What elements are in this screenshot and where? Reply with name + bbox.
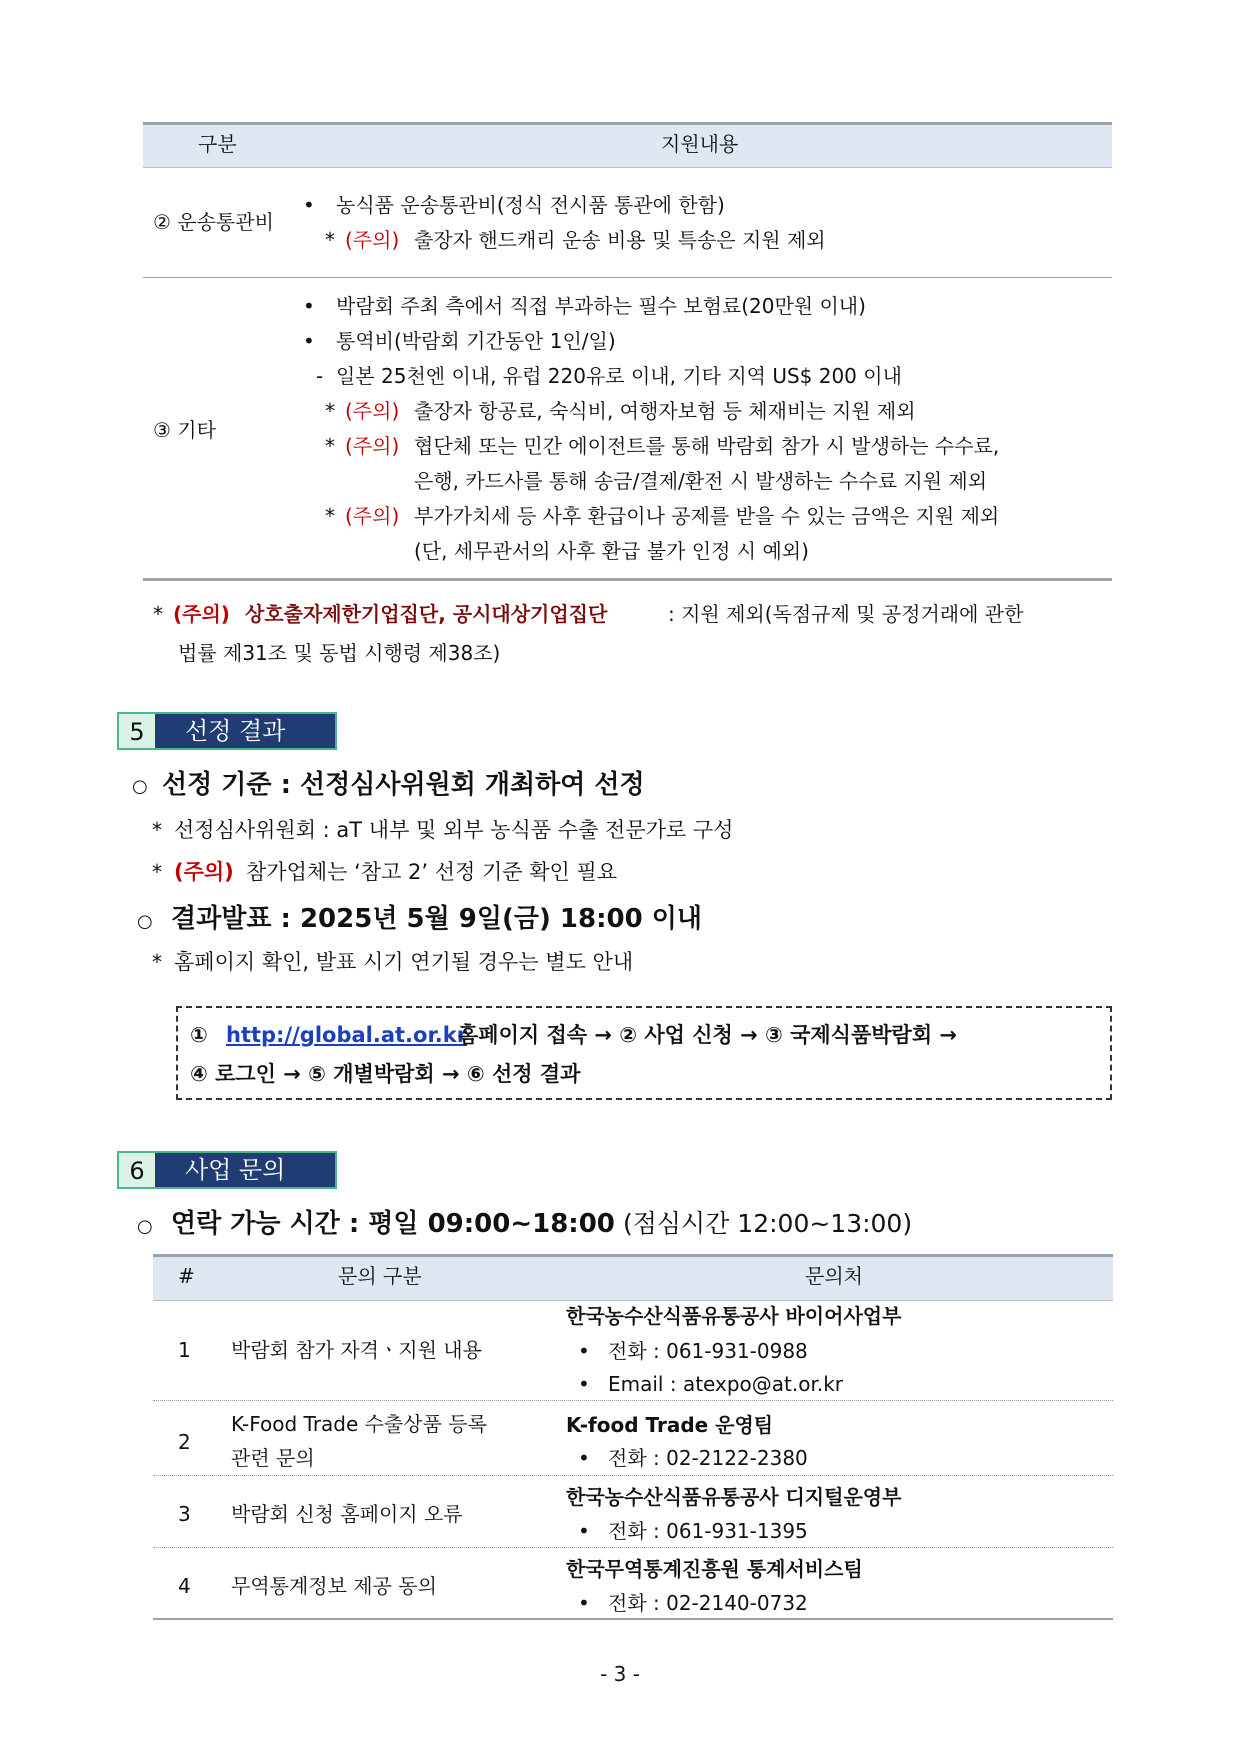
- support-table-header: [143, 122, 1112, 168]
- row-divider: [153, 1400, 1113, 1401]
- note-prefix: *: [152, 860, 162, 884]
- steps-line-1: 홈페이지 접속 → ② 사업 신청 → ③ 국제식품박람회 →: [458, 1023, 958, 1047]
- criteria-heading: 선정 기준 : 선정심사위원회 개최하여 선정: [162, 770, 645, 800]
- support-line: (단, 세무관서의 사후 환급 불가 인정 시 예외): [414, 539, 809, 563]
- footnote-caution: (주의): [173, 602, 230, 626]
- support-line: 협단체 또는 민간 에이전트를 통해 박람회 참가 시 발생하는 수수료,: [414, 434, 1000, 458]
- note-prefix: *: [152, 950, 162, 974]
- caution-label: (주의): [345, 399, 400, 423]
- criteria-note-1: 선정심사위원회 : aT 내부 및 외부 농식품 수출 전문가로 구성: [174, 818, 734, 842]
- contact-topic-2: 관련 문의: [231, 1446, 315, 1470]
- footnote-prefix: *: [153, 602, 163, 626]
- contact-org: 한국무역통계진흥원 통계서비스팀: [566, 1557, 863, 1581]
- footnote-text-2: 법률 제31조 및 동법 시행령 제38조): [178, 641, 501, 665]
- caution-label: (주의): [345, 228, 400, 252]
- bullet: •: [578, 1591, 590, 1615]
- support-header-content: 지원내용: [661, 132, 739, 156]
- note-prefix: *: [325, 399, 335, 423]
- bullet: •: [303, 329, 315, 353]
- contact-header-contact: 문의처: [805, 1264, 863, 1288]
- support-header-category: 구분: [198, 132, 237, 156]
- contact-org: 한국농수산식품유통공사 디지털운영부: [566, 1485, 902, 1509]
- contact-phone: 전화 : 061-931-0988: [608, 1339, 808, 1363]
- contact-no: 1: [178, 1338, 191, 1362]
- bullet: •: [578, 1372, 590, 1396]
- support-line: 농식품 운송통관비(정식 전시품 통관에 한함): [336, 193, 725, 217]
- dash: -: [316, 364, 324, 388]
- bullet: •: [578, 1446, 590, 1470]
- table-bottom-rule: [143, 578, 1112, 581]
- support-line: 출장자 핸드캐리 운송 비용 및 특송은 지원 제외: [414, 228, 826, 252]
- note-prefix: *: [152, 818, 162, 842]
- contact-no: 2: [178, 1430, 191, 1454]
- bullet: •: [303, 294, 315, 318]
- section-6-number: 6: [117, 1151, 155, 1189]
- circle-marker: ○: [132, 776, 148, 797]
- contact-no: 3: [178, 1502, 191, 1526]
- support-line: 통역비(박람회 기간동안 1인/일): [336, 329, 616, 353]
- result-note: 홈페이지 확인, 발표 시기 연기될 경우는 별도 안내: [174, 950, 634, 974]
- criteria-note-2: 참가업체는 ‘참고 2’ 선정 기준 확인 필요: [246, 860, 618, 884]
- caution-label: (주의): [345, 434, 400, 458]
- caution-label: (주의): [345, 504, 400, 528]
- support-line: 박람회 주최 측에서 직접 부과하는 필수 보험료(20만원 이내): [336, 294, 866, 318]
- steps-line-2: ④ 로그인 → ⑤ 개별박람회 → ⑥ 선정 결과: [190, 1062, 581, 1086]
- support-line: 출장자 항공료, 숙식비, 여행자보험 등 체재비는 지원 제외: [414, 399, 916, 423]
- contact-org: 한국농수산식품유통공사 바이어사업부: [566, 1304, 902, 1328]
- footnote-bold: 상호출자제한기업집단, 공시대상기업집단: [245, 602, 608, 626]
- bullet: •: [578, 1339, 590, 1363]
- bullet: •: [303, 193, 315, 217]
- section-5-number: 5: [117, 712, 155, 750]
- support-row-label-other: ③ 기타: [153, 418, 216, 442]
- footnote-text: : 지원 제외(독점규제 및 공정거래에 관한: [668, 602, 1024, 626]
- note-prefix: *: [325, 228, 335, 252]
- contact-topic: 무역통계정보 제공 동의: [231, 1574, 437, 1598]
- hours-heading: 연락 가능 시간 : 평일 09:00~18:00: [171, 1209, 615, 1239]
- homepage-link[interactable]: http://global.at.or.kr: [226, 1023, 468, 1047]
- contact-no: 4: [178, 1574, 191, 1598]
- result-heading: 결과발표 : 2025년 5월 9일(금) 18:00 이내: [171, 904, 702, 934]
- contact-phone: 전화 : 02-2122-2380: [608, 1446, 808, 1470]
- support-line: 은행, 카드사를 통해 송금/결제/환전 시 발생하는 수수료 지원 제외: [414, 469, 988, 493]
- note-prefix: *: [325, 504, 335, 528]
- lunch-hours: (점심시간 12:00~13:00): [623, 1209, 913, 1238]
- section-5-title: 선정 결과: [155, 712, 337, 750]
- bullet: •: [578, 1519, 590, 1543]
- step-1-marker: ①: [190, 1023, 208, 1047]
- note-prefix: *: [325, 434, 335, 458]
- contact-phone: 전화 : 061-931-1395: [608, 1519, 808, 1543]
- contact-topic: K-Food Trade 수출상품 등록: [231, 1412, 487, 1436]
- caution-label: (주의): [174, 860, 234, 884]
- section-6-title: 사업 문의: [155, 1151, 337, 1189]
- contact-phone: 전화 : 02-2140-0732: [608, 1591, 808, 1615]
- contact-header-no: #: [178, 1264, 195, 1288]
- support-line: 부가가치세 등 사후 환급이나 공제를 받을 수 있는 금액은 지원 제외: [414, 504, 1000, 528]
- contact-org: K-food Trade 운영팀: [566, 1413, 774, 1437]
- contact-table-header: [153, 1254, 1113, 1301]
- support-row-label-shipping: ② 운송통관비: [153, 210, 274, 234]
- page-number: - 3 -: [600, 1662, 640, 1686]
- contact-email[interactable]: Email : atexpo@at.or.kr: [608, 1372, 843, 1396]
- contact-table-bottom: [153, 1618, 1113, 1620]
- circle-marker: ○: [137, 911, 153, 932]
- contact-header-topic: 문의 구분: [338, 1264, 422, 1288]
- row-divider: [153, 1547, 1113, 1548]
- contact-topic: 박람회 신청 홈페이지 오류: [231, 1502, 463, 1526]
- support-line: 일본 25천엔 이내, 유럽 220유로 이내, 기타 지역 US$ 200 이내: [336, 364, 902, 388]
- row-divider: [153, 1475, 1113, 1476]
- contact-topic: 박람회 참가 자격ㆍ지원 내용: [231, 1338, 482, 1362]
- row-divider: [143, 277, 1112, 278]
- circle-marker: ○: [137, 1216, 153, 1237]
